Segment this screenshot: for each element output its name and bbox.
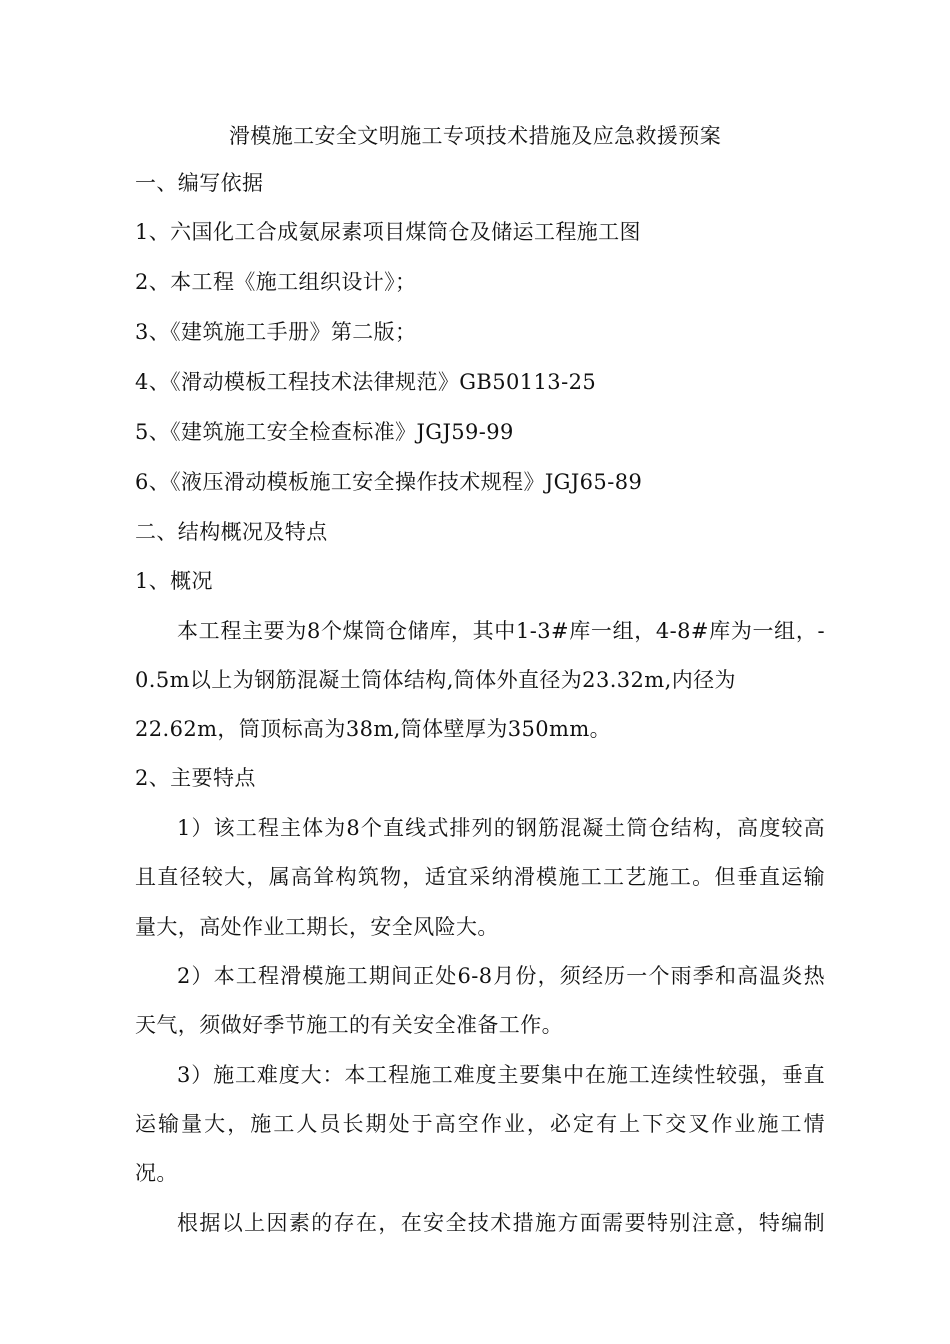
feature1-line-3: 量大，高处作业工期长，安全风险大。: [135, 915, 499, 939]
document-title: 滑模施工安全文明施工专项技术措施及应急救援预案: [228, 124, 722, 148]
overview-line-1: 本工程主要为8个煤筒仓储库，其中1-3#库一组，4-8#库为一组，-: [177, 619, 825, 643]
feature3-line-2: 运输量大，施工人员长期处于高空作业，必定有上下交叉作业施工情: [135, 1112, 825, 1136]
subsection-heading-overview: 1、概况: [135, 569, 213, 593]
overview-line-3: 22.62m，筒顶标高为38m,筒体壁厚为350mm。: [135, 717, 612, 741]
feature2-line-1: 2）本工程滑模施工期间正处6-8月份，须经历一个雨季和高温炎热: [177, 964, 825, 988]
basis-item-6: 6、《液压滑动模板施工安全操作技术规程》JGJ65-89: [135, 470, 643, 494]
basis-item-1: 1、六国化工合成氨尿素项目煤筒仓及储运工程施工图: [135, 220, 641, 244]
basis-item-4: 4、《滑动模板工程技术法律规范》GB50113-25: [135, 370, 597, 394]
feature2-line-2: 天气，须做好季节施工的有关安全准备工作。: [135, 1013, 563, 1037]
feature3-line-1: 3）施工难度大：本工程施工难度主要集中在施工连续性较强，垂直: [177, 1063, 825, 1087]
feature1-line-1: 1）该工程主体为8个直线式排列的钢筋混凝土筒仓结构，高度较高: [177, 816, 825, 840]
feature1-line-2: 且直径较大，属高耸构筑物，适宜采纳滑模施工工艺施工。但垂直运输: [135, 865, 825, 889]
section-heading-structure: 二、结构概况及特点: [135, 520, 328, 544]
subsection-heading-features: 2、主要特点: [135, 766, 256, 790]
overview-line-2: 0.5m以上为钢筋混凝土筒体结构,筒体外直径为23.32m,内径为: [135, 668, 736, 692]
closing-line: 根据以上因素的存在，在安全技术措施方面需要特别注意，特编制: [177, 1211, 825, 1235]
basis-item-3: 3、《建筑施工手册》第二版；: [135, 320, 417, 344]
basis-item-5: 5、《建筑施工安全检查标准》JGJ59-99: [135, 420, 514, 444]
section-heading-basis: 一、编写依据: [135, 171, 264, 195]
basis-item-2: 2、本工程《施工组织设计》；: [135, 270, 417, 294]
feature3-line-3: 况。: [135, 1161, 178, 1185]
